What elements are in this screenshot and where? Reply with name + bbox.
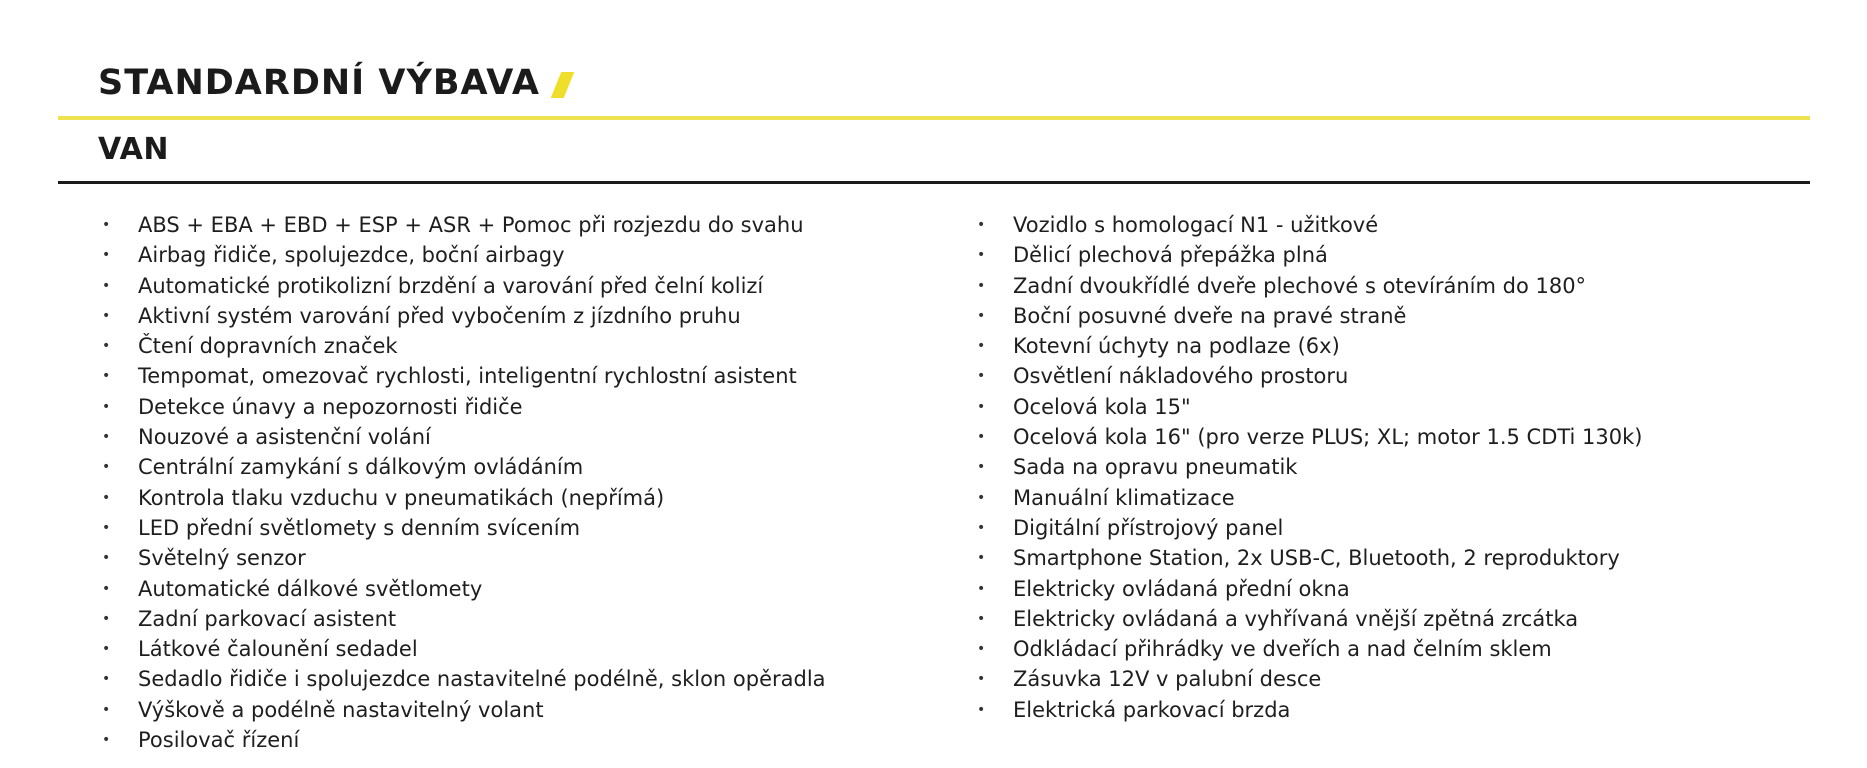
list-item xyxy=(975,422,1643,452)
list-item xyxy=(100,271,826,301)
list-item-text: Elektricky ovládaná a vyhřívaná vnější zpětná zrcátka xyxy=(1013,606,1579,631)
bullet-icon: • xyxy=(977,338,986,355)
bullet-icon: • xyxy=(102,307,111,324)
section-title: VAN xyxy=(98,132,170,167)
bullet-icon: • xyxy=(102,247,111,264)
list-item-text: Osvětlení nákladového prostoru xyxy=(1013,364,1349,389)
list-item xyxy=(100,422,826,452)
list-item-text: Automatické protikolizní brzdění a varování před čelní kolizí xyxy=(138,273,764,298)
bullet-icon: • xyxy=(102,671,111,688)
list-item-text: Posilovač řízení xyxy=(138,728,300,753)
bullet-icon: • xyxy=(102,550,111,567)
bullet-icon: • xyxy=(977,459,986,476)
list-item xyxy=(975,483,1643,513)
list-item xyxy=(975,240,1643,270)
bullet-icon: • xyxy=(977,550,986,567)
list-item xyxy=(100,240,826,270)
list-item xyxy=(100,331,826,361)
bullet-icon: • xyxy=(977,307,986,324)
list-item xyxy=(975,513,1643,543)
list-item-text: Zadní parkovací asistent xyxy=(138,606,397,631)
list-item xyxy=(975,695,1643,725)
page-title: STANDARDNÍ VÝBAVA xyxy=(98,63,541,103)
bullet-icon: • xyxy=(102,580,111,597)
bullet-icon: • xyxy=(102,701,111,718)
list-item xyxy=(975,543,1643,573)
bullet-icon: • xyxy=(102,732,111,749)
bullet-icon: • xyxy=(102,610,111,627)
list-item-text: Dělicí plechová přepážka plná xyxy=(1013,243,1328,268)
list-item xyxy=(100,695,826,725)
bullet-icon: • xyxy=(977,610,986,627)
bullet-icon: • xyxy=(977,671,986,688)
list-item xyxy=(975,664,1643,694)
bullet-icon: • xyxy=(977,519,986,536)
bullet-icon: • xyxy=(977,489,986,506)
bullet-icon: • xyxy=(977,247,986,264)
bullet-icon: • xyxy=(977,641,986,658)
list-item-text: Odkládací přihrádky ve dveřích a nad čelním sklem xyxy=(1013,637,1552,662)
list-item xyxy=(975,361,1643,391)
bullet-icon: • xyxy=(977,398,986,415)
bullet-icon: • xyxy=(977,429,986,446)
list-item-text: Digitální přístrojový panel xyxy=(1013,515,1284,540)
list-item xyxy=(100,361,826,391)
list-item-text: Centrální zamykání s dálkovým ovládáním xyxy=(138,455,584,480)
list-item-text: Tempomat, omezovač rychlosti, inteligentní rychlostní asistent xyxy=(138,364,797,389)
list-item xyxy=(975,301,1643,331)
bullet-icon: • xyxy=(102,429,111,446)
equipment-list-left xyxy=(100,210,826,755)
list-item xyxy=(975,392,1643,422)
list-item-text: Elektricky ovládaná přední okna xyxy=(1013,576,1350,601)
list-item xyxy=(975,452,1643,482)
bullet-icon: • xyxy=(102,398,111,415)
list-item xyxy=(100,634,826,664)
list-item-text: Světelný senzor xyxy=(138,546,306,571)
list-item xyxy=(975,331,1643,361)
list-item xyxy=(100,392,826,422)
bullet-icon: • xyxy=(102,338,111,355)
list-item xyxy=(975,604,1643,634)
bullet-icon: • xyxy=(102,489,111,506)
list-item-text: Detekce únavy a nepozornosti řidiče xyxy=(138,394,523,419)
list-item-text: Automatické dálkové světlomety xyxy=(138,576,483,601)
list-item-text: Ocelová kola 15" xyxy=(1013,394,1191,419)
list-item-text: Látkové čalounění sedadel xyxy=(138,637,418,662)
list-item xyxy=(100,725,826,755)
black-divider xyxy=(58,181,1810,184)
list-item-text: Ocelová kola 16" (pro verze PLUS; XL; motor 1.5 CDTi 130k) xyxy=(1013,425,1643,450)
bullet-icon: • xyxy=(102,277,111,294)
list-item xyxy=(975,210,1643,240)
list-item xyxy=(100,543,826,573)
equipment-list-right xyxy=(975,210,1643,725)
list-item xyxy=(100,513,826,543)
list-item-text: LED přední světlomety s denním svícením xyxy=(138,515,581,540)
list-item-text: Zásuvka 12V v palubní desce xyxy=(1013,667,1322,692)
list-item xyxy=(100,574,826,604)
list-item-text: Manuální klimatizace xyxy=(1013,485,1235,510)
bullet-icon: • xyxy=(977,580,986,597)
list-item-text: Zadní dvoukřídlé dveře plechové s otevíráním do 180° xyxy=(1013,273,1587,298)
list-item-text: Čtení dopravních značek xyxy=(138,334,398,359)
list-item-text: Smartphone Station, 2x USB-C, Bluetooth, 2 reproduktory xyxy=(1013,546,1620,571)
list-item-text: Boční posuvné dveře na pravé straně xyxy=(1013,303,1407,328)
page-header xyxy=(98,58,569,108)
list-item xyxy=(975,574,1643,604)
list-item-text: Airbag řidiče, spolujezdce, boční airbagy xyxy=(138,243,565,268)
list-item-text: Sada na opravu pneumatik xyxy=(1013,455,1298,480)
list-item xyxy=(100,483,826,513)
slash-accent-icon xyxy=(551,72,575,98)
list-item-text: ABS + EBA + EBD + ESP + ASR + Pomoc při rozjezdu do svahu xyxy=(138,213,804,237)
list-item xyxy=(100,604,826,634)
bullet-icon: • xyxy=(102,459,111,476)
list-item xyxy=(100,301,826,331)
list-item-text: Kotevní úchyty na podlaze (6x) xyxy=(1013,334,1340,359)
list-item-text: Aktivní systém varování před vybočením z jízdního pruhu xyxy=(138,303,741,328)
bullet-icon: • xyxy=(977,277,986,294)
list-item-text: Sedadlo řidiče i spolujezdce nastavitelné podélně, sklon opěradla xyxy=(138,667,826,692)
list-item-text: Kontrola tlaku vzduchu v pneumatikách (nepřímá) xyxy=(138,485,665,510)
list-item xyxy=(100,664,826,694)
bullet-icon: • xyxy=(102,519,111,536)
list-item-text: Výškově a podélně nastavitelný volant xyxy=(138,697,544,722)
bullet-icon: • xyxy=(102,641,111,658)
yellow-divider xyxy=(58,116,1810,120)
bullet-icon: • xyxy=(977,217,986,233)
bullet-icon: • xyxy=(102,217,111,233)
list-item xyxy=(975,634,1643,664)
list-item xyxy=(100,452,826,482)
bullet-icon: • xyxy=(977,368,986,385)
list-item-text: Vozidlo s homologací N1 - užitkové xyxy=(1013,213,1379,237)
list-item xyxy=(100,210,826,240)
list-item-text: Nouzové a asistenční volání xyxy=(138,425,431,450)
list-item xyxy=(975,271,1643,301)
bullet-icon: • xyxy=(977,701,986,718)
list-item-text: Elektrická parkovací brzda xyxy=(1013,697,1291,722)
bullet-icon: • xyxy=(102,368,111,385)
